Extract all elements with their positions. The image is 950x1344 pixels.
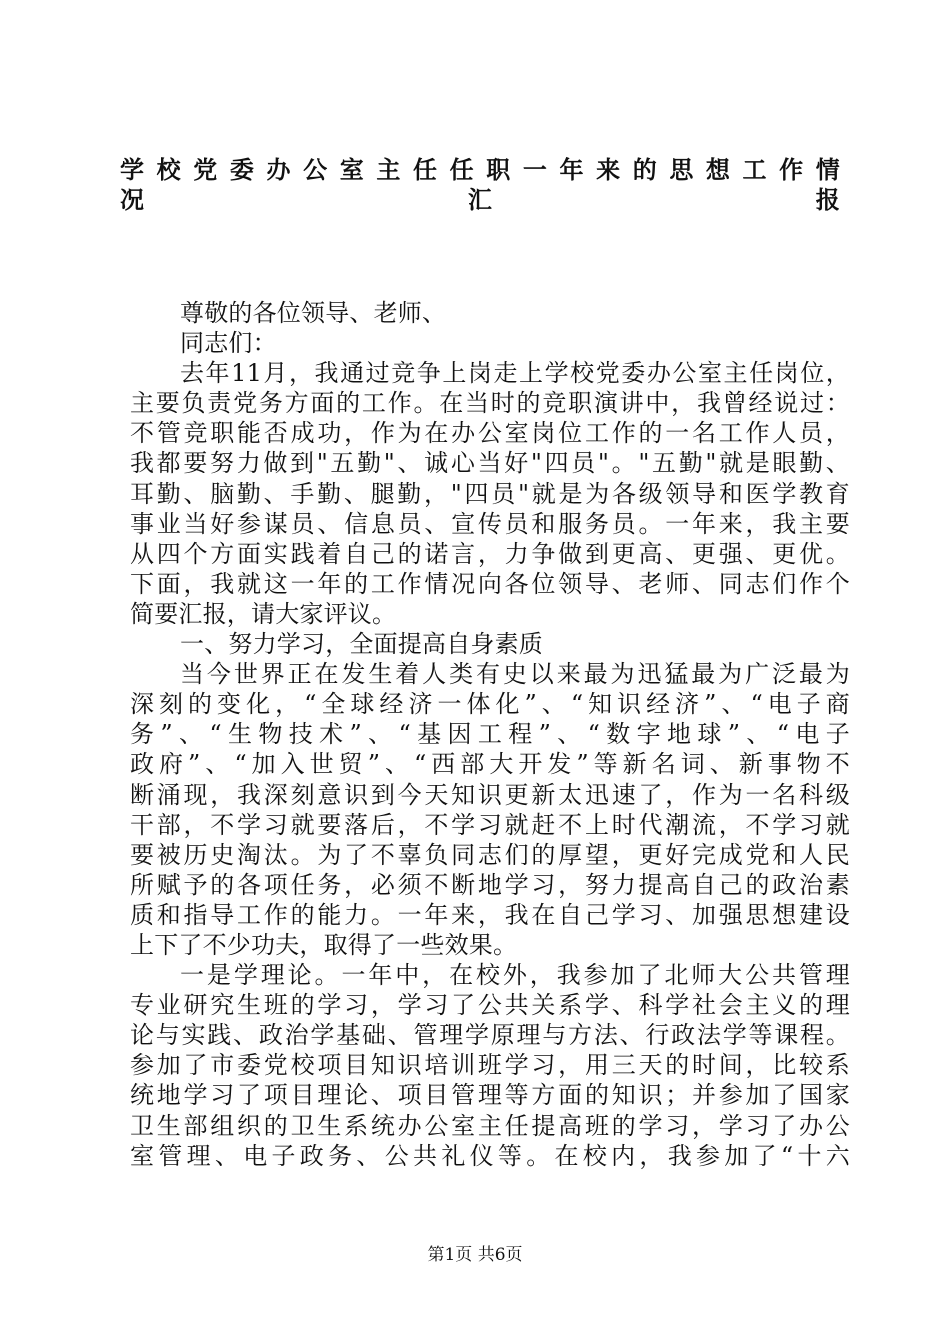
paragraph-line: 耳勤、脑勤、手勤、腿勤，"四员"就是为各级领导和医学教育 [130,479,850,508]
paragraph-line: 上下了不少功夫，取得了一些效果。 [130,930,518,959]
paragraph-line: 务”、“生物技术”、“基因工程”、“数字地球”、“电子 [130,720,850,749]
paragraph-line: 我都要努力做到"五勤"、诚心当好"四员"。"五勤"就是眼勤、 [130,449,850,478]
document-body [130,298,850,1171]
paragraph-line: 干部，不学习就要落后，不学习就赶不上时代潮流，不学习就 [130,810,850,839]
paragraph-line: 深刻的变化，“全球经济一体化”、“知识经济”、“电子商 [130,690,850,719]
paragraph-line: 一是学理论。一年中，在校外，我参加了北师大公共管理 [180,961,850,990]
document-title [120,155,840,215]
section-heading: 一、努力学习，全面提高自身素质 [180,630,543,659]
paragraph-line: 室管理、电子政务、公共礼仪等。在校内，我参加了“十六 [130,1141,850,1170]
paragraph-line: 下面，我就这一年的工作情况向各位领导、老师、同志们作个 [130,569,850,598]
paragraph-line: 事业当好参谋员、信息员、宣传员和服务员。一年来，我主要 [130,509,850,538]
salutation-line: 尊敬的各位领导、老师、 [180,299,447,327]
paragraph-line: 论与实践、政治学基础、管理学原理与方法、行政法学等课程。 [130,1021,850,1050]
paragraph-line: 简要汇报，请大家评议。 [130,599,397,628]
paragraph-line: 专业研究生班的学习，学习了公共关系学、科学社会主义的理 [130,991,850,1020]
paragraph-line: 去年11月，我通过竞争上岗走上学校党委办公室主任岗位， [180,359,850,388]
paragraph-line: 主要负责党务方面的工作。在当时的竞职演讲中，我曾经说过： [130,389,850,418]
paragraph-line: 断涌现，我深刻意识到今天知识更新太迅速了，作为一名科级 [130,780,850,809]
paragraph-line: 政府”、“加入世贸”、“西部大开发”等新名词、新事物不 [130,750,850,779]
paragraph-line: 所赋予的各项任务，必须不断地学习，努力提高自己的政治素 [130,870,850,899]
page-number-footer: 第1页 共6页 [427,1245,523,1265]
title-line: 况汇报 [120,186,840,215]
paragraph-line: 参加了市委党校项目知识培训班学习，用三天的时间，比较系 [130,1051,850,1080]
salutation-line: 同志们： [180,329,277,358]
paragraph-line: 从四个方面实践着自己的诺言，力争做到更高、更强、更优。 [130,539,850,568]
paragraph-line: 卫生部组织的卫生系统办公室主任提高班的学习，学习了办公 [130,1111,850,1140]
paragraph-line: 质和指导工作的能力。一年来，我在自己学习、加强思想建设 [130,900,850,929]
paragraph-line: 不管竞职能否成功，作为在办公室岗位工作的一名工作人员， [130,419,850,448]
title-line: 学校党委办公室主任任职一年来的思想工作情 [120,156,840,184]
paragraph-line: 要被历史淘汰。为了不辜负同志们的厚望，更好完成党和人民 [130,840,850,869]
paragraph-line: 当今世界正在发生着人类有史以来最为迅猛最为广泛最为 [180,660,850,689]
paragraph-line: 统地学习了项目理论、项目管理等方面的知识；并参加了国家 [130,1081,850,1110]
